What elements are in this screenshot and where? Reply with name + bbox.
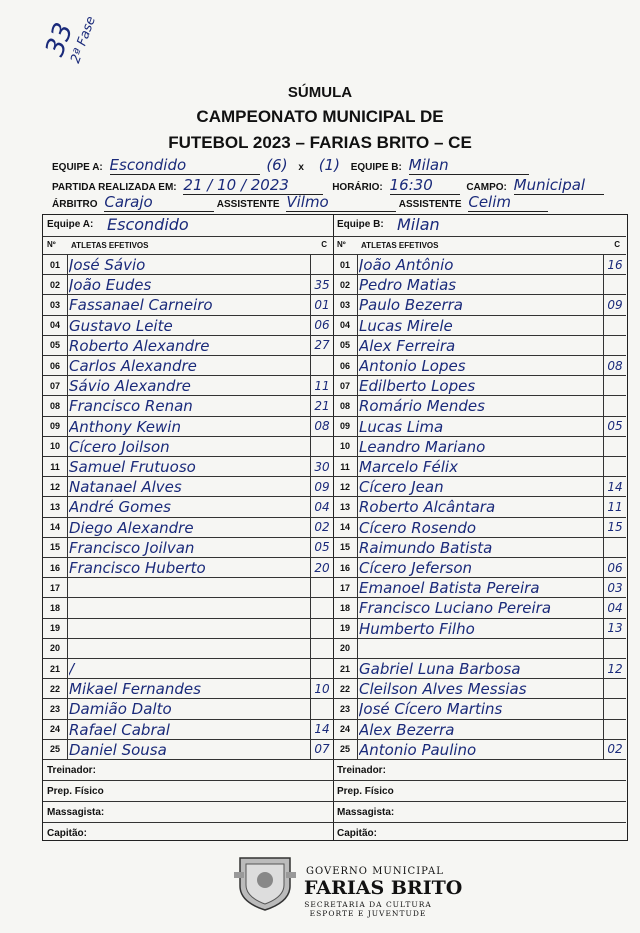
player-name: Alex Ferreira (359, 336, 456, 355)
staff-label: Capitão: (337, 828, 377, 839)
player-number: 04 (43, 316, 68, 335)
equipe-a-label: EQUIPE A: (52, 162, 103, 173)
staff-label: Treinador: (337, 765, 386, 776)
player-number: 07 (333, 376, 358, 395)
player-number: 11 (333, 457, 358, 476)
player-row (43, 295, 333, 315)
player-number: 02 (333, 275, 358, 294)
player-row (43, 477, 333, 497)
player-shirt: 13 (603, 619, 626, 638)
player-shirt (310, 699, 333, 718)
staff-row (333, 760, 626, 781)
player-row (43, 316, 333, 336)
player-name: Emanoel Batista Pereira (359, 579, 540, 598)
player-shirt (310, 437, 333, 456)
player-shirt: 14 (603, 477, 626, 496)
score-b: (1) (318, 156, 340, 174)
player-row (333, 518, 626, 538)
player-row (333, 356, 626, 376)
player-number: 05 (333, 336, 358, 355)
page-subtitle-2: FUTEBOL 2023 – FARIAS BRITO – CE (168, 133, 472, 152)
player-shirt (310, 356, 333, 375)
player-shirt: 06 (603, 558, 626, 577)
player-number: 06 (333, 356, 358, 375)
assistente2-value: Celim (468, 193, 548, 212)
player-shirt: 08 (310, 417, 333, 436)
column-no-label: Nº (47, 240, 56, 249)
player-name: Natanael Alves (69, 478, 182, 497)
player-row (43, 457, 333, 477)
player-name: Sávio Alexandre (69, 377, 191, 396)
player-row (333, 396, 626, 416)
player-name: Mikael Fernandes (69, 680, 201, 699)
player-name: Gabriel Luna Barbosa (359, 660, 521, 678)
player-row (43, 578, 333, 598)
player-row (333, 477, 626, 497)
player-row (43, 437, 333, 457)
staff-row (43, 781, 333, 802)
player-shirt (603, 376, 626, 395)
player-name: Alex Bezerra (359, 720, 455, 739)
column-no-label: Nº (337, 240, 346, 249)
player-row (333, 497, 626, 517)
player-shirt: 10 (310, 679, 333, 698)
player-number: 23 (333, 699, 358, 718)
player-shirt: 20 (310, 558, 333, 577)
player-name: Gustavo Leite (69, 316, 173, 335)
player-row (333, 336, 626, 356)
player-shirt: 03 (603, 578, 626, 597)
player-number: 14 (43, 518, 68, 537)
player-number: 25 (43, 740, 68, 759)
player-row (333, 639, 626, 659)
player-row (43, 740, 333, 760)
player-name: Antonio Lopes (359, 357, 466, 375)
arbitro-value: Carajo (104, 193, 214, 212)
player-shirt (310, 598, 333, 617)
player-name: Humberto Filho (359, 619, 475, 638)
player-number: 22 (43, 679, 68, 698)
player-name: Roberto Alexandre (69, 336, 210, 355)
player-name: Antonio Paulino (359, 740, 477, 759)
player-number: 07 (43, 376, 68, 395)
player-row (333, 457, 626, 477)
player-name: Francisco Luciano Pereira (359, 599, 552, 618)
player-name: Lucas Mirele (359, 316, 453, 335)
player-number: 09 (43, 417, 68, 436)
player-name (359, 639, 602, 658)
player-row (43, 497, 333, 517)
assistente1-label: ASSISTENTE (216, 199, 280, 210)
player-row (333, 437, 626, 457)
player-number: 21 (333, 659, 358, 678)
campo-label: CAMPO: (466, 182, 507, 193)
margin-note-number: 33 (40, 18, 80, 61)
player-number: 08 (333, 396, 358, 415)
player-name (69, 639, 309, 658)
staff-label: Massagista: (47, 807, 105, 818)
column-athletes-label: ATLETAS EFETIVOS (71, 241, 149, 250)
player-shirt: 11 (310, 376, 333, 395)
player-number: 10 (333, 437, 358, 456)
player-name: José Sávio (69, 256, 146, 274)
player-number: 25 (333, 740, 358, 759)
assistente1-value: Vilmo (286, 193, 396, 212)
player-shirt: 04 (310, 497, 333, 516)
player-shirt: 09 (603, 295, 626, 314)
player-shirt (603, 396, 626, 415)
column-c-label: C (321, 240, 327, 249)
player-name: Cleilson Alves Messias (359, 680, 527, 699)
player-row (43, 518, 333, 538)
data-value: 21 / 10 / 2023 (183, 176, 323, 195)
player-name: Roberto Alcântara (359, 498, 496, 517)
player-row (333, 679, 626, 699)
player-number: 19 (333, 619, 358, 638)
assistente2-label: ASSISTENTE (398, 199, 462, 210)
player-shirt (603, 679, 626, 698)
player-name: / (69, 660, 75, 678)
player-name: Carlos Alexandre (69, 357, 197, 375)
player-shirt (310, 659, 333, 678)
equipe-b-label: EQUIPE B: (350, 162, 402, 173)
player-shirt (603, 316, 626, 335)
player-shirt: 06 (310, 316, 333, 335)
player-row (333, 699, 626, 719)
footer-line1: GOVERNO MUNICIPAL (306, 866, 444, 877)
player-number: 06 (43, 356, 68, 375)
player-shirt: 02 (310, 518, 333, 537)
player-row (43, 679, 333, 699)
player-name: Lucas Lima (359, 417, 444, 436)
player-row (43, 356, 333, 376)
score-a: (6) (266, 156, 288, 174)
player-row (333, 659, 626, 679)
player-name: Fassanael Carneiro (69, 296, 213, 315)
player-row (333, 295, 626, 315)
team-name: Escondido (107, 215, 189, 234)
column-c-label: C (614, 240, 620, 249)
player-name: Francisco Joilvan (69, 538, 195, 557)
staff-row (43, 823, 333, 844)
player-number: 19 (43, 619, 68, 638)
player-name: Cícero Jeferson (359, 559, 473, 577)
player-row (333, 558, 626, 578)
player-name: Diego Alexandre (69, 518, 194, 537)
player-shirt (310, 578, 333, 597)
player-number: 18 (333, 598, 358, 617)
staff-row (333, 781, 626, 802)
player-name: Romário Mendes (359, 397, 485, 416)
column-header (43, 237, 333, 255)
margin-note-text: 2ª Fase (68, 14, 99, 66)
staff-label: Capitão: (47, 828, 87, 839)
player-row (333, 376, 626, 396)
player-shirt: 11 (603, 497, 626, 516)
player-number: 18 (43, 598, 68, 617)
player-name: Edilberto Lopes (359, 377, 476, 396)
player-shirt: 01 (310, 295, 333, 314)
footer-line2: FARIAS BRITO (304, 877, 463, 899)
page-title: SÚMULA (287, 84, 353, 101)
player-shirt: 02 (603, 740, 626, 759)
player-shirt (603, 275, 626, 294)
player-name: Cícero Rosendo (359, 518, 477, 537)
player-number: 02 (43, 275, 68, 294)
partida-label: PARTIDA REALIZADA EM: (52, 182, 177, 193)
player-number: 01 (43, 255, 68, 274)
player-shirt (310, 619, 333, 638)
staff-label: Massagista: (337, 807, 395, 818)
player-shirt (603, 720, 626, 739)
player-shirt: 27 (310, 336, 333, 355)
equipe-b-value: Milan (409, 156, 529, 175)
staff-label: Treinador: (47, 765, 96, 776)
player-row (43, 598, 333, 618)
player-number: 17 (333, 578, 358, 597)
player-row (333, 578, 626, 598)
player-number: 21 (43, 659, 68, 678)
player-shirt: 08 (603, 356, 626, 375)
player-number: 12 (333, 477, 358, 496)
player-number: 24 (333, 720, 358, 739)
player-row (43, 376, 333, 396)
player-name: Francisco Renan (69, 397, 193, 416)
player-name: Francisco Huberto (69, 559, 206, 577)
player-name: Paulo Bezerra (359, 296, 464, 315)
team-label: Equipe A: (47, 219, 94, 230)
player-number: 16 (333, 558, 358, 577)
player-row (333, 417, 626, 437)
player-name: José Cícero Martins (359, 700, 503, 719)
staff-row (43, 760, 333, 781)
equipe-a-value: Escondido (110, 156, 260, 175)
player-name (69, 619, 309, 638)
player-shirt (310, 255, 333, 274)
score-sheet (42, 214, 628, 841)
player-number: 11 (43, 457, 68, 476)
player-number: 22 (333, 679, 358, 698)
player-name: Daniel Sousa (69, 740, 167, 759)
player-name: Anthony Kewin (69, 417, 181, 436)
player-name: João Antônio (359, 256, 454, 274)
player-number: 08 (43, 396, 68, 415)
player-name: Raimundo Batista (359, 538, 493, 557)
player-number: 05 (43, 336, 68, 355)
player-number: 03 (43, 295, 68, 314)
player-row (43, 396, 333, 416)
team-b-column (333, 215, 626, 840)
staff-row (43, 802, 333, 823)
team-a-column (43, 215, 334, 840)
player-row (43, 659, 333, 679)
player-shirt: 21 (310, 396, 333, 415)
player-row (333, 275, 626, 295)
player-number: 23 (43, 699, 68, 718)
player-number: 24 (43, 720, 68, 739)
staff-label: Prep. Físico (47, 786, 104, 797)
player-shirt (603, 699, 626, 718)
player-name: Cícero Jean (359, 478, 444, 497)
player-row (333, 720, 626, 740)
player-name: Damião Dalto (69, 700, 172, 719)
player-number: 13 (43, 497, 68, 516)
horario-value: 16:30 (390, 176, 460, 195)
player-row (43, 275, 333, 295)
player-shirt: 16 (603, 255, 626, 274)
column-header (333, 237, 626, 255)
player-row (333, 538, 626, 558)
player-name: Samuel Frutuoso (69, 458, 196, 476)
staff-row (333, 823, 626, 844)
player-row (43, 538, 333, 558)
margin-note (40, 4, 99, 65)
player-row (43, 619, 333, 639)
footer-line3: SECRETARIA DA CULTURA ESPORTE E JUVENTUDE (304, 900, 432, 918)
player-name: Rafael Cabral (69, 720, 170, 739)
city-crest-logo (232, 852, 298, 912)
player-row (43, 699, 333, 719)
player-row (43, 639, 333, 659)
player-number: 04 (333, 316, 358, 335)
player-shirt (603, 457, 626, 476)
arbitro-line (52, 193, 548, 212)
player-name: Pedro Matias (359, 276, 457, 295)
player-shirt: 14 (310, 720, 333, 739)
player-number: 12 (43, 477, 68, 496)
player-name: Leandro Mariano (359, 437, 486, 456)
horario-label: HORÁRIO: (332, 182, 383, 193)
player-name: Cícero Joilson (69, 437, 170, 456)
player-shirt: 05 (603, 417, 626, 436)
player-row (43, 558, 333, 578)
player-row (43, 336, 333, 356)
player-shirt (603, 538, 626, 557)
player-row (43, 255, 333, 275)
player-number: 03 (333, 295, 358, 314)
player-name: João Eudes (69, 276, 152, 295)
player-shirt: 35 (310, 275, 333, 294)
player-number: 20 (333, 639, 358, 658)
equipe-a-line (52, 156, 529, 175)
player-number: 15 (43, 538, 68, 557)
player-number: 01 (333, 255, 358, 274)
player-row (43, 720, 333, 740)
staff-label: Prep. Físico (337, 786, 394, 797)
player-shirt: 30 (310, 457, 333, 476)
player-shirt: 09 (310, 477, 333, 496)
team-label: Equipe B: (337, 219, 384, 230)
player-shirt (603, 437, 626, 456)
player-shirt: 15 (603, 518, 626, 537)
player-number: 09 (333, 417, 358, 436)
player-shirt (603, 336, 626, 355)
player-row (333, 619, 626, 639)
player-shirt: 04 (603, 598, 626, 617)
column-athletes-label: ATLETAS EFETIVOS (361, 241, 439, 250)
player-row (43, 417, 333, 437)
player-name (69, 598, 309, 617)
player-name (69, 578, 309, 597)
team-header (333, 215, 626, 237)
arbitro-label: ÁRBITRO (52, 199, 98, 210)
page-subtitle: CAMPEONATO MUNICIPAL DE (196, 107, 444, 126)
player-row (333, 598, 626, 618)
player-shirt (310, 639, 333, 658)
versus: x (298, 162, 304, 173)
player-row (333, 740, 626, 760)
player-shirt: 05 (310, 538, 333, 557)
player-number: 14 (333, 518, 358, 537)
team-name: Milan (397, 215, 440, 234)
player-number: 20 (43, 639, 68, 658)
player-number: 17 (43, 578, 68, 597)
player-name: André Gomes (69, 498, 171, 517)
player-number: 16 (43, 558, 68, 577)
team-header (43, 215, 333, 237)
player-number: 15 (333, 538, 358, 557)
player-shirt: 07 (310, 740, 333, 759)
player-shirt: 12 (603, 659, 626, 678)
player-name: Marcelo Félix (359, 458, 458, 476)
campo-value: Municipal (514, 176, 604, 195)
player-shirt (603, 639, 626, 658)
player-row (333, 255, 626, 275)
player-number: 13 (333, 497, 358, 516)
player-number: 10 (43, 437, 68, 456)
player-row (333, 316, 626, 336)
staff-row (333, 802, 626, 823)
